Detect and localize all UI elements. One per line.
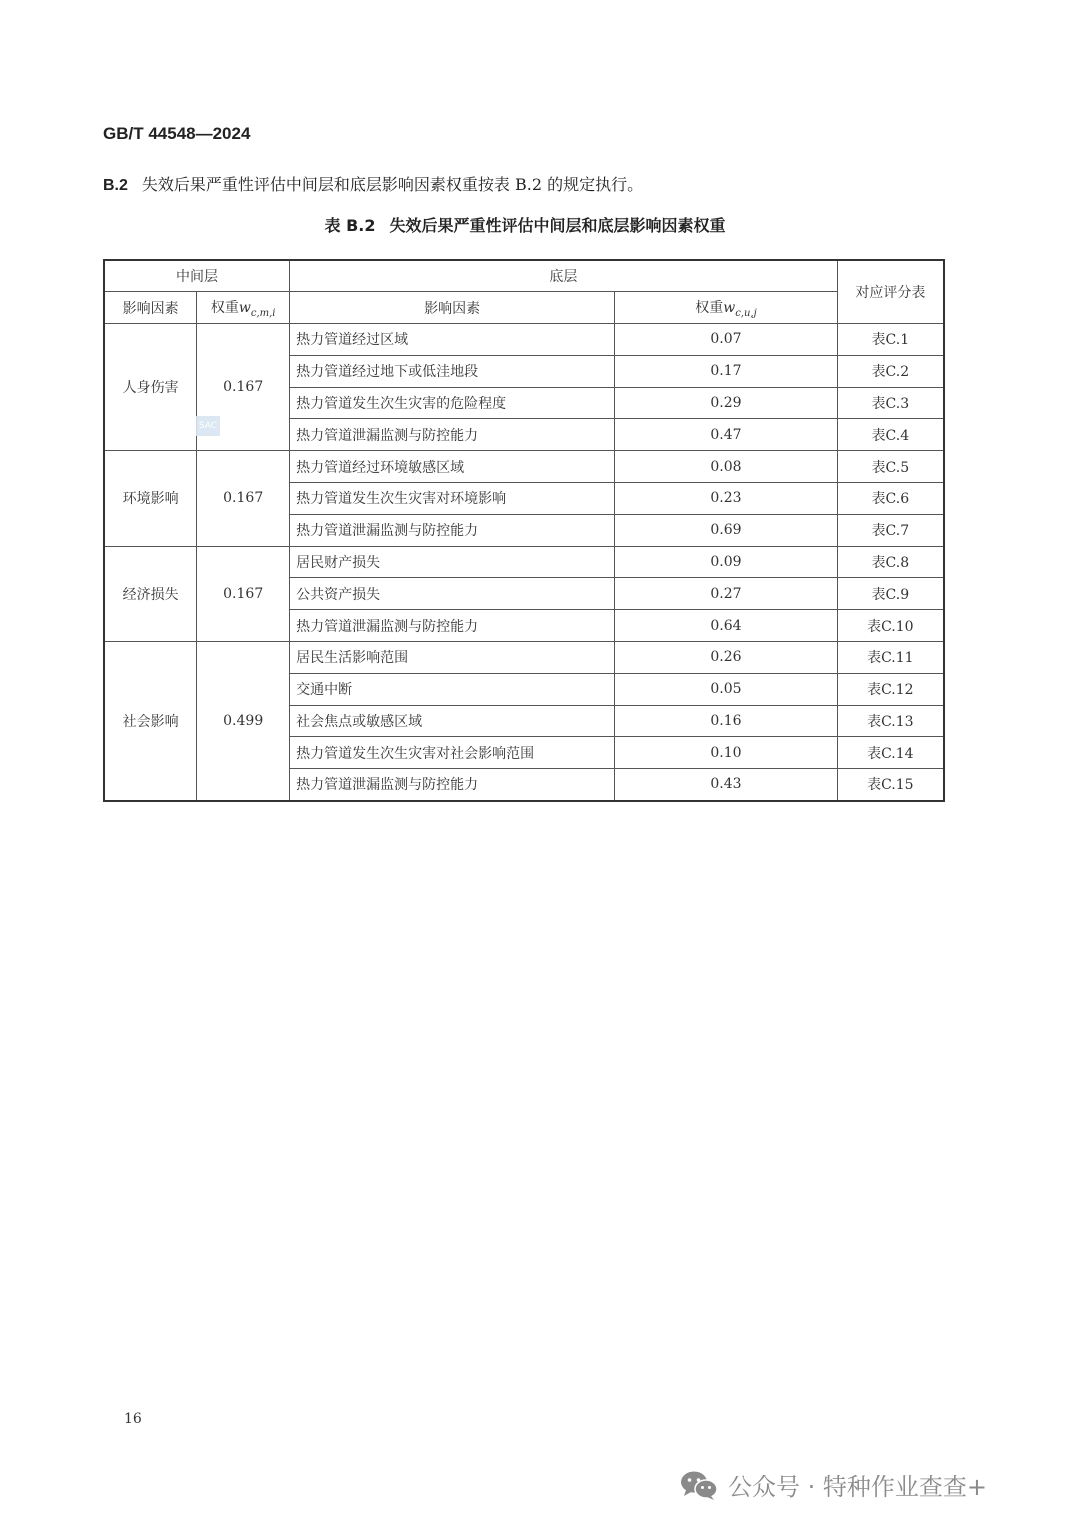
header-factor: 影响因素	[104, 292, 197, 324]
ref-cell: 表C.7	[837, 514, 944, 546]
weight-cell: 0.17	[615, 355, 837, 387]
ref-cell: 表C.1	[837, 324, 944, 356]
sac-stamp: SAC	[196, 416, 220, 436]
factor-cell: 热力管道经过区域	[290, 324, 615, 356]
weight-cell: 0.05	[615, 673, 837, 705]
table-title-text: 失效后果严重性评估中间层和底层影响因素权重	[389, 216, 726, 235]
clause-text: 失效后果严重性评估中间层和底层影响因素权重按表 B.2 的规定执行。	[141, 175, 644, 194]
table-body	[104, 324, 944, 801]
factor-cell: 居民财产损失	[290, 546, 615, 578]
factor-cell: 热力管道泄漏监测与防控能力	[290, 769, 615, 801]
header-score-table: 对应评分表	[837, 260, 944, 324]
header-weight-bottom-symbol: w	[723, 299, 736, 316]
watermark	[680, 1467, 987, 1502]
weight-cell: 0.07	[615, 324, 837, 356]
ref-cell: 表C.3	[837, 387, 944, 419]
group-weight: 0.167	[197, 451, 290, 546]
ref-cell: 表C.11	[837, 642, 944, 674]
group-weight: 0.499	[197, 642, 290, 801]
weight-cell: 0.26	[615, 642, 837, 674]
factor-cell: 热力管道泄漏监测与防控能力	[290, 610, 615, 642]
group-name: 社会影响	[104, 642, 197, 801]
factor-cell: 热力管道发生次生灾害对环境影响	[290, 483, 615, 515]
ref-cell: 表C.6	[837, 483, 944, 515]
ref-cell: 表C.5	[837, 451, 944, 483]
header-weight-bottom-sub: c,u,j	[735, 307, 757, 319]
ref-cell: 表C.12	[837, 673, 944, 705]
weight-cell: 0.47	[615, 419, 837, 451]
table-row	[104, 451, 944, 483]
factor-cell: 交通中断	[290, 673, 615, 705]
ref-cell: 表C.2	[837, 355, 944, 387]
weight-cell: 0.16	[615, 705, 837, 737]
weights-table	[103, 259, 945, 802]
group-name: 环境影响	[104, 451, 197, 546]
header-weight-bottom	[615, 292, 837, 324]
weight-cell: 0.10	[615, 737, 837, 769]
ref-cell: 表C.8	[837, 546, 944, 578]
table-row	[104, 642, 944, 674]
table-row	[104, 324, 944, 356]
group-weight: 0.167	[197, 324, 290, 451]
document-code: GB/T 44548—2024	[103, 124, 251, 143]
factor-cell: 公共资产损失	[290, 578, 615, 610]
ref-cell: 表C.14	[837, 737, 944, 769]
weight-cell: 0.09	[615, 546, 837, 578]
header-weight-mid-symbol: w	[238, 299, 251, 316]
weight-cell: 0.43	[615, 769, 837, 801]
table-header-row	[104, 260, 944, 292]
watermark-text: 公众号 · 特种作业查查+	[728, 1473, 987, 1501]
factor-cell: 热力管道发生次生灾害的危险程度	[290, 387, 615, 419]
header-weight-mid-label: 权重	[210, 299, 239, 316]
group-weight: 0.167	[197, 546, 290, 641]
factor-cell: 热力管道泄漏监测与防控能力	[290, 419, 615, 451]
clause-number: B.2	[103, 177, 128, 194]
group-name: 经济损失	[104, 546, 197, 641]
ref-cell: 表C.10	[837, 610, 944, 642]
weight-cell: 0.69	[615, 514, 837, 546]
ref-cell: 表C.4	[837, 419, 944, 451]
table-row	[104, 546, 944, 578]
ref-cell: 表C.9	[837, 578, 944, 610]
header-weight-mid-sub: c,m,i	[250, 307, 276, 319]
factor-cell: 热力管道经过环境敏感区域	[290, 451, 615, 483]
weight-cell: 0.23	[615, 483, 837, 515]
header-weight-mid	[197, 292, 290, 324]
factor-cell: 居民生活影响范围	[290, 642, 615, 674]
table-number: 表 B.2	[324, 216, 376, 235]
ref-cell: 表C.13	[837, 705, 944, 737]
weight-cell: 0.27	[615, 578, 837, 610]
page-number: 16	[124, 1411, 142, 1427]
wechat-icon	[680, 1470, 718, 1500]
factor-cell: 热力管道发生次生灾害对社会影响范围	[290, 737, 615, 769]
header-weight-bottom-label: 权重	[695, 299, 724, 316]
factor-cell: 社会焦点或敏感区域	[290, 705, 615, 737]
group-name: 人身伤害	[104, 324, 197, 451]
weight-cell: 0.64	[615, 610, 837, 642]
header-bottom-layer: 底层	[290, 260, 838, 292]
header-bottom-factor: 影响因素	[290, 292, 615, 324]
factor-cell: 热力管道经过地下或低洼地段	[290, 355, 615, 387]
table-subheader-row	[104, 292, 944, 324]
weight-cell: 0.29	[615, 387, 837, 419]
clause-b2	[103, 172, 643, 195]
ref-cell: 表C.15	[837, 769, 944, 801]
table-title	[0, 213, 1050, 236]
weight-cell: 0.08	[615, 451, 837, 483]
header-middle-layer: 中间层	[104, 260, 290, 292]
factor-cell: 热力管道泄漏监测与防控能力	[290, 514, 615, 546]
